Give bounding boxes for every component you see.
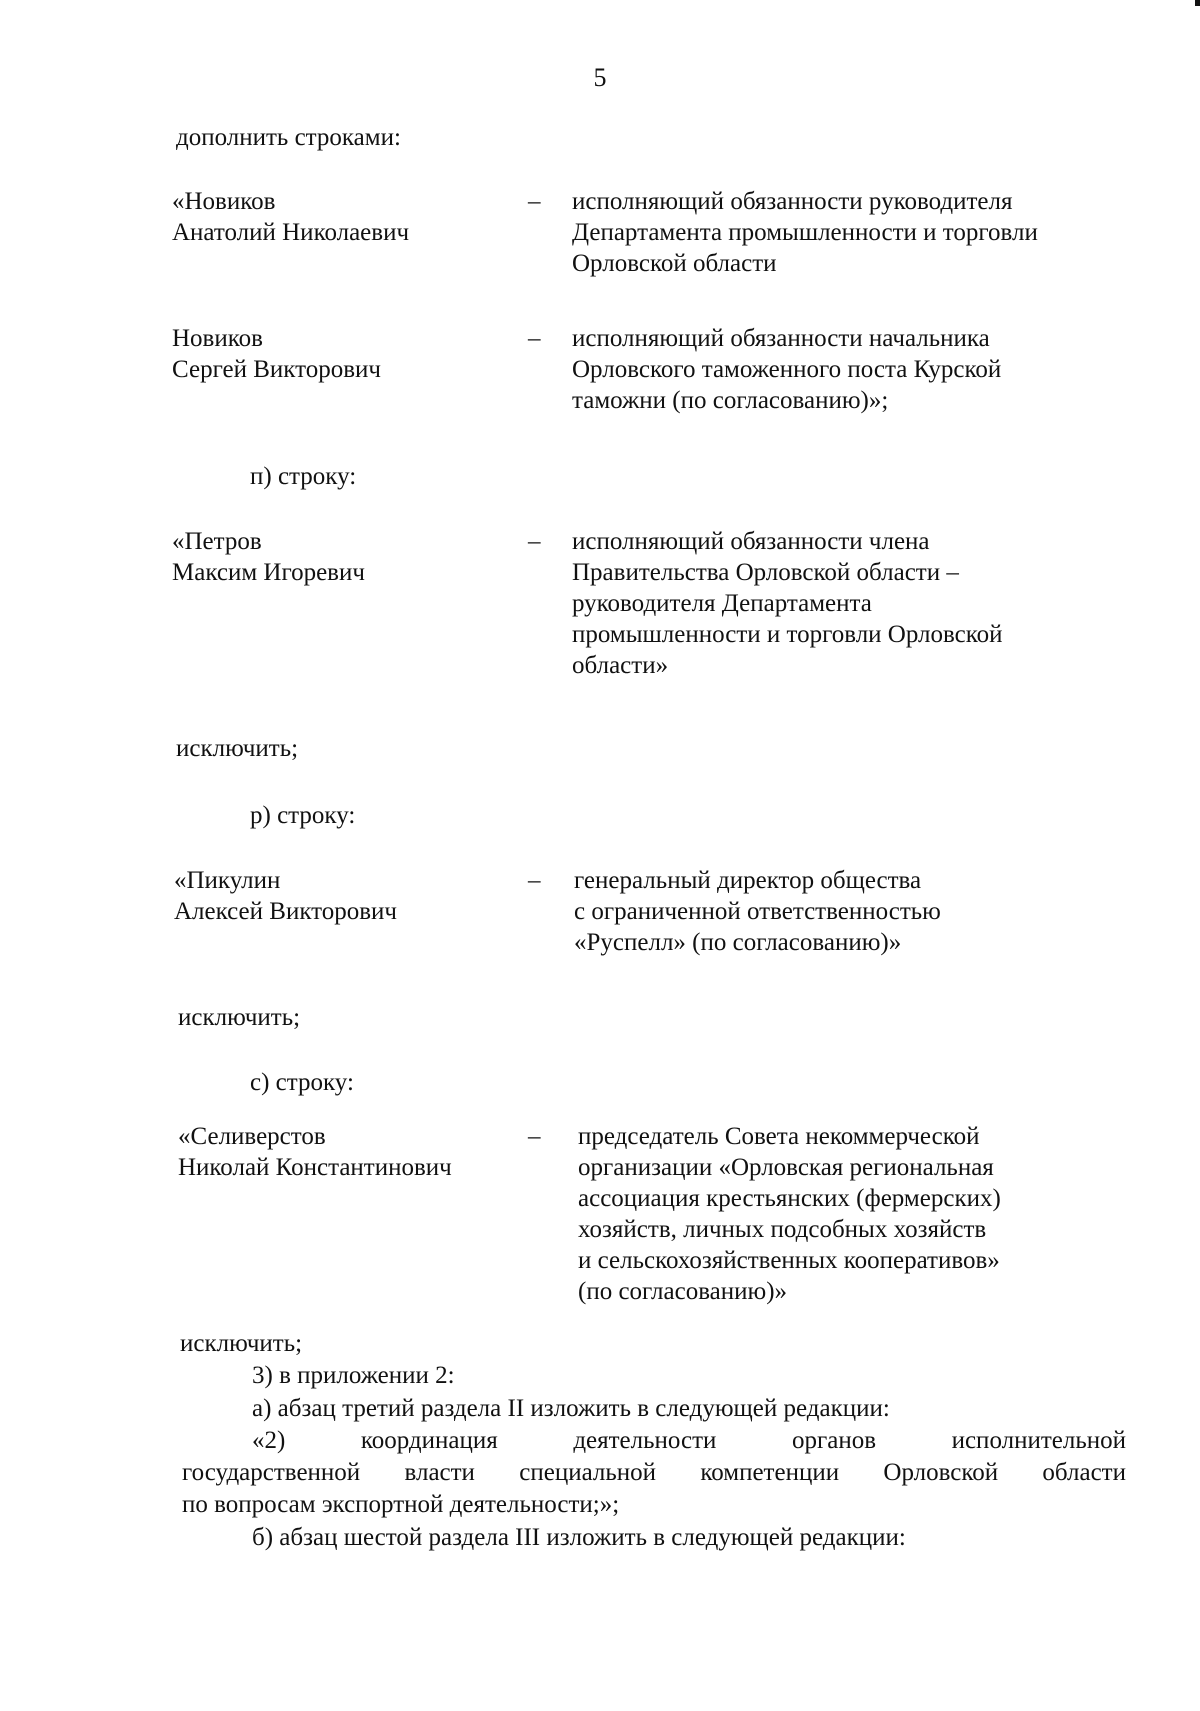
quote-line-2: государственной власти специальной компетенции Орловской области [182,1459,1126,1486]
name-line: «Новиков [172,188,276,215]
name-line: Максим Игоревич [172,559,365,586]
entry-dash: – [528,528,541,555]
entry-dash: – [528,325,541,352]
quote-line-3: по вопросам экспортной деятельности;»; [182,1491,620,1518]
entry-description [572,526,1003,681]
entry-name [172,323,381,385]
scan-mark [1195,0,1200,6]
entry-name [178,1121,452,1183]
desc-line: Орловской области [572,250,777,277]
entry-description [572,186,1038,279]
desc-line: Правительства Орловской области – [572,559,959,586]
entry-dash: – [528,1123,541,1150]
section-r-action: исключить; [178,1004,301,1031]
desc-line: исполняющий обязанности руководителя [572,188,1013,215]
quote-line-1: «2) координация деятельности органов исполнительной [252,1427,1126,1454]
desc-line: председатель Совета некоммерческой [578,1123,980,1150]
desc-line: и сельскохозяйственных кооперативов» [578,1247,1000,1274]
name-line: Анатолий Николаевич [172,219,410,246]
desc-line: организации «Орловская региональная [578,1154,994,1181]
name-line: «Селиверстов [178,1123,326,1150]
name-line: Сергей Викторович [172,356,381,383]
desc-line: (по согласованию)» [578,1278,788,1305]
name-line: «Петров [172,528,262,555]
desc-line: Орловского таможенного поста Курской [572,356,1002,383]
entry-name [174,865,397,927]
item-a: а) абзац третий раздела II изложить в следующей редакции: [252,1395,890,1422]
entry-dash: – [528,188,541,215]
entry-description [578,1121,1001,1307]
desc-line: таможни (по согласованию)»; [572,387,889,414]
entry-description [572,323,1001,416]
desc-line: Департамента промышленности и торговли [572,219,1038,246]
entry-dash: – [528,867,541,894]
desc-line: руководителя Департамента [572,590,872,617]
desc-line: области» [572,652,669,679]
entry-name [172,186,409,248]
name-line: Алексей Викторович [174,898,397,925]
desc-line: ассоциация крестьянских (фермерских) [578,1185,1001,1212]
section-p-action: исключить; [176,735,299,762]
intro-text: дополнить строками: [176,124,401,151]
desc-line: промышленности и торговли Орловской [572,621,1003,648]
desc-line: исполняющий обязанности начальника [572,325,990,352]
desc-line: с ограниченной ответственностью [574,898,941,925]
name-line: Николай Константинович [178,1154,452,1181]
name-line: Новиков [172,325,263,352]
entry-description [574,865,941,958]
name-line: «Пикулин [174,867,281,894]
item-b: б) абзац шестой раздела III изложить в следующей редакции: [252,1524,906,1551]
page-number: 5 [593,63,607,92]
section-p-label: п) строку: [250,463,357,490]
desc-line: «Руспелл» (по согласованию)» [574,929,902,956]
desc-line: исполняющий обязанности члена [572,528,930,555]
item-3: 3) в приложении 2: [252,1362,455,1389]
section-s-label: с) строку: [250,1069,354,1096]
desc-line: генеральный директор общества [574,867,922,894]
entry-name [172,526,365,588]
desc-line: хозяйств, личных подсобных хозяйств [578,1216,987,1243]
section-s-action: исключить; [180,1330,303,1357]
section-r-label: р) строку: [250,802,356,829]
